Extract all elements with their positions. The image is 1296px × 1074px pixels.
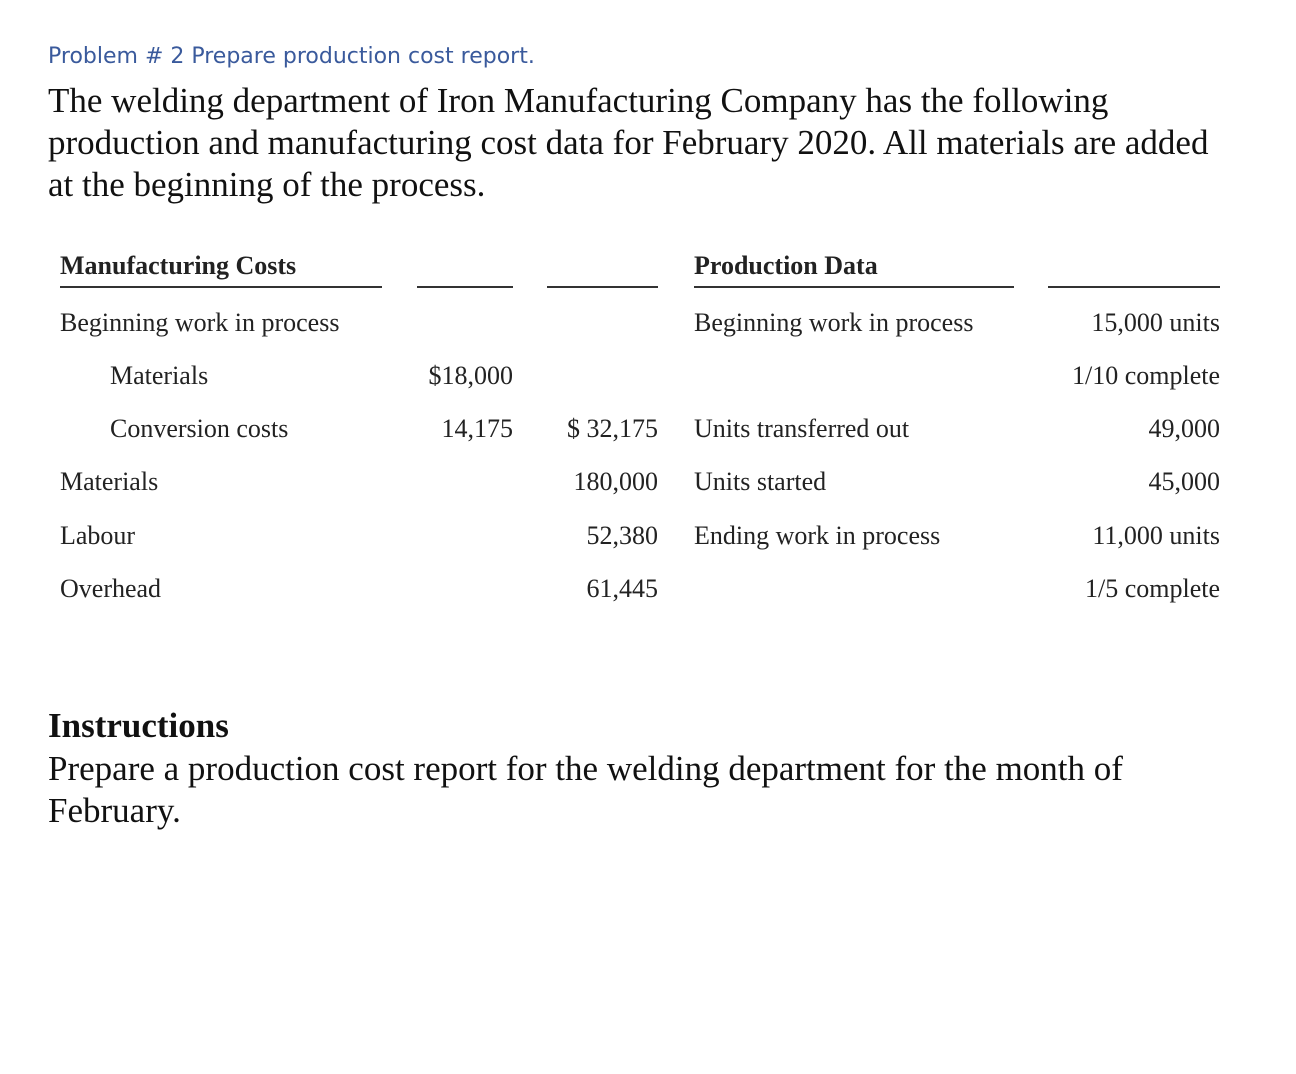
cost-row-amount: 61,445 — [586, 574, 658, 603]
cost-row-amount: 180,000 — [573, 467, 658, 496]
production-value: 1/10 complete — [1071, 361, 1220, 390]
cost-row-label: Overhead — [60, 574, 162, 603]
beginning-wip-cost-label: Beginning work in process — [60, 308, 340, 337]
production-data-header: Production Data — [694, 251, 878, 280]
beginning-wip-total: $ 32,175 — [567, 414, 658, 443]
problem-heading: Problem # 2 Prepare production cost report. — [48, 44, 535, 69]
cost-data-table — [60, 250, 1220, 620]
production-label: Ending work in process — [694, 521, 941, 550]
header-rule-col2 — [547, 286, 658, 288]
problem-intro: The welding department of Iron Manufacturing Company has the following production and manufacturing cost data for February 2020. All materials are added at the beginning of the process. — [48, 81, 1209, 204]
manufacturing-costs-header: Manufacturing Costs — [60, 251, 297, 280]
instructions-title: Instructions — [48, 706, 229, 745]
cost-row-label: Materials — [60, 467, 159, 496]
production-value: 49,000 — [1148, 414, 1220, 443]
production-value: 1/5 complete — [1084, 574, 1220, 603]
production-value: 15,000 units — [1091, 308, 1220, 337]
production-label: Beginning work in process — [694, 308, 974, 337]
production-label: Units started — [694, 467, 827, 496]
production-label: Units transferred out — [694, 414, 910, 443]
instructions-body: Prepare a production cost report for the welding department for the month of February. — [48, 749, 1123, 830]
header-rule-col1 — [417, 286, 513, 288]
header-rule-costs — [60, 286, 382, 288]
beginning-materials-amount: $18,000 — [428, 361, 513, 390]
production-value: 45,000 — [1148, 467, 1220, 496]
cost-row-label: Labour — [60, 521, 136, 550]
beginning-materials-label: Materials — [110, 361, 209, 390]
header-rule-units — [1048, 286, 1220, 288]
beginning-conversion-label: Conversion costs — [110, 414, 289, 443]
cost-row-amount: 52,380 — [586, 521, 658, 550]
header-rule-production — [694, 286, 1014, 288]
beginning-conversion-amount: 14,175 — [441, 414, 513, 443]
production-value: 11,000 units — [1092, 521, 1220, 550]
